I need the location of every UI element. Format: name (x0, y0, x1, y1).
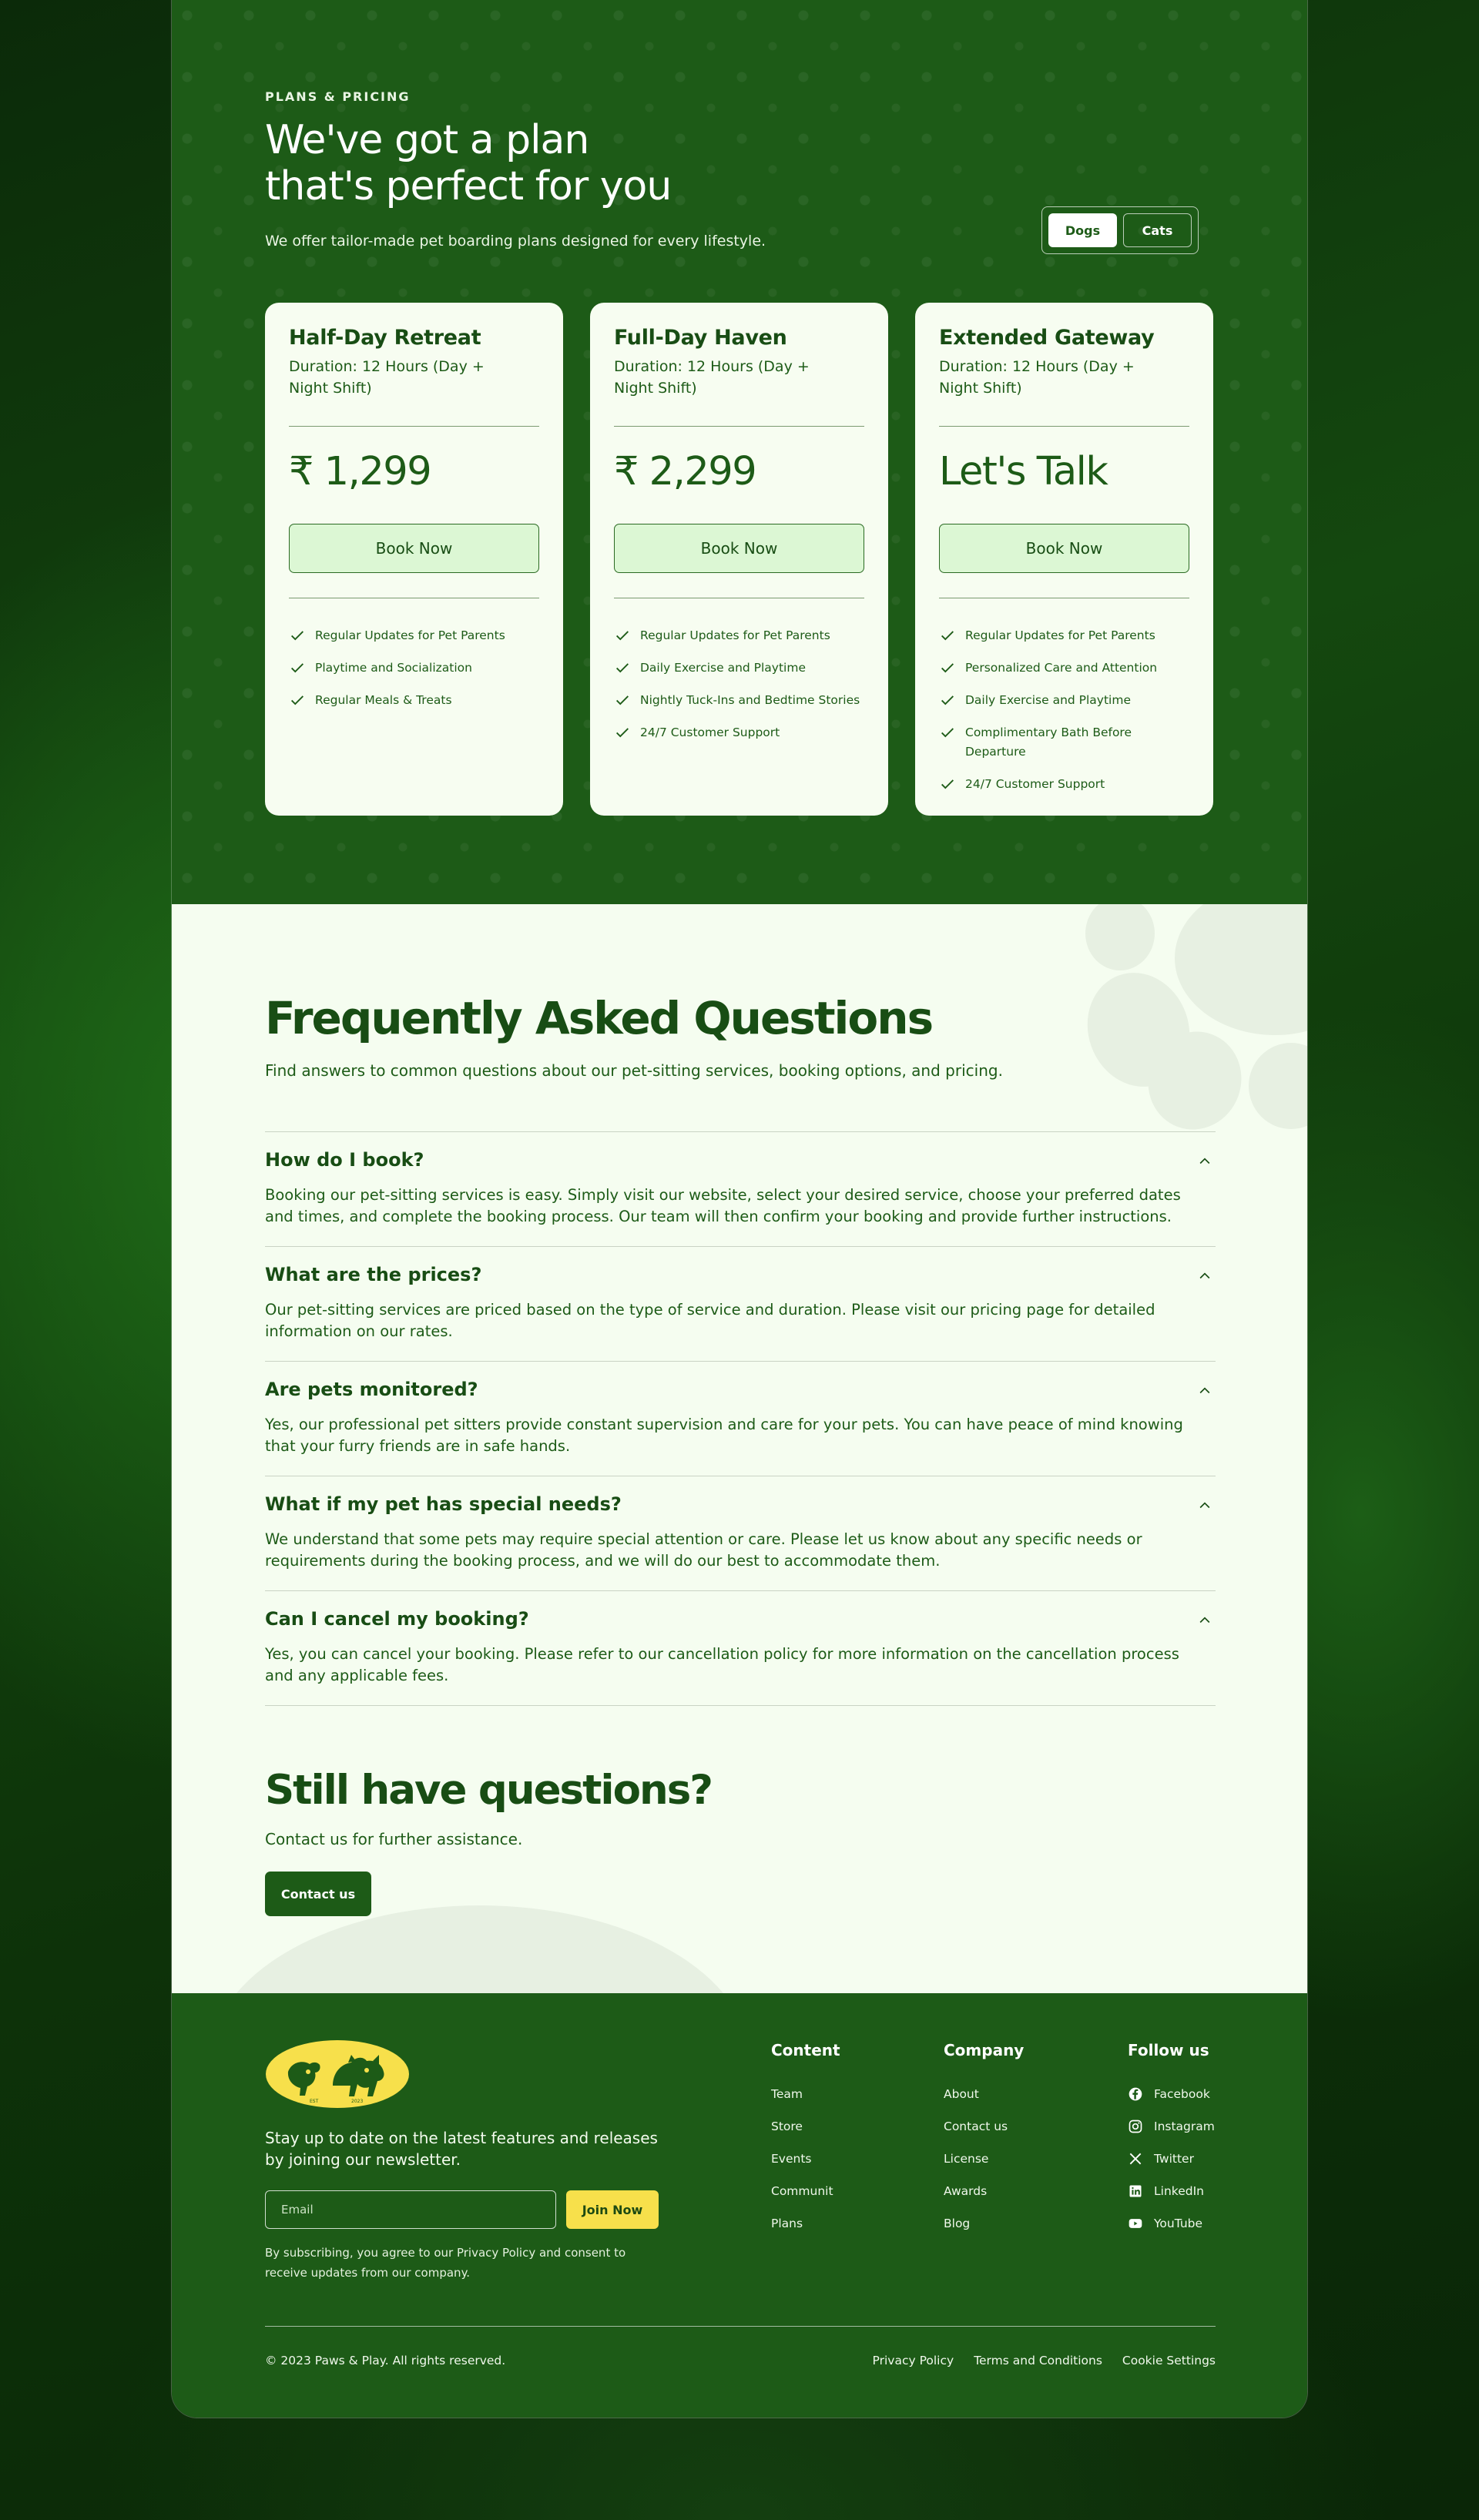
feature-text: Nightly Tuck-Ins and Bedtime Stories (640, 693, 860, 707)
divider (289, 426, 539, 427)
plan-name: Full-Day Haven (614, 326, 787, 350)
privacy-policy-link[interactable]: Privacy Policy (872, 2354, 954, 2368)
social-link-twitter[interactable] (1128, 2143, 1215, 2175)
still-questions-title: Still have questions? (265, 1767, 712, 1814)
feature-item (939, 723, 1189, 762)
faq-item[interactable] (265, 1591, 1216, 1706)
paw-decoration (1085, 904, 1155, 970)
faq-answer: Yes, our professional pet sitters provide constant supervision and care for your pets. You can have peace of mind knowing that your furry friends are in safe hands. (265, 1416, 1183, 1455)
faq-question[interactable]: How do I book? (265, 1149, 424, 1171)
plan-duration: Duration: 12 Hours (Day + Night Shift) (614, 358, 810, 397)
footer-column-title: Content (771, 2041, 840, 2059)
feature-item (614, 691, 864, 710)
pricing-eyebrow: PLANS & PRICING (265, 89, 411, 104)
plan-card-full-day (590, 303, 888, 816)
divider (939, 426, 1189, 427)
chevron-up-icon[interactable] (1197, 1498, 1212, 1513)
check-icon (939, 692, 956, 709)
social-link-facebook[interactable] (1128, 2078, 1215, 2110)
pricing-subtitle: We offer tailor-made pet boarding plans designed for every lifestyle. (265, 233, 766, 250)
footer-link-plans[interactable]: Plans (771, 2217, 803, 2230)
faq-item[interactable] (265, 1362, 1216, 1476)
terms-link[interactable]: Terms and Conditions (974, 2354, 1102, 2368)
social-label: YouTube (1154, 2217, 1203, 2230)
footer-link-blog[interactable]: Blog (944, 2217, 971, 2230)
plan-price: ₹ 2,299 (614, 449, 756, 494)
plan-card-half-day (265, 303, 563, 816)
feature-item (939, 691, 1189, 710)
feature-text: Regular Meals & Treats (315, 693, 452, 707)
faq-item[interactable] (265, 1132, 1216, 1247)
page-frame (171, 0, 1308, 2418)
footer-column-content (771, 2041, 840, 2240)
check-icon (939, 776, 956, 793)
faq-question[interactable]: Can I cancel my booking? (265, 1608, 529, 1630)
footer-link-events[interactable]: Events (771, 2152, 812, 2166)
footer-column-title: Company (944, 2041, 1025, 2059)
feature-item (939, 626, 1189, 645)
social-link-linkedin[interactable] (1128, 2175, 1215, 2207)
feature-item (289, 626, 539, 645)
copyright-text: © 2023 Paws & Play. All rights reserved. (265, 2354, 506, 2368)
toggle-dogs-button[interactable]: Dogs (1048, 213, 1117, 247)
feature-list (289, 626, 539, 723)
faq-answer: Yes, you can cancel your booking. Please refer to our cancellation policy for more information on the cancellation process and any applicable fees. (265, 1645, 1179, 1684)
faq-item[interactable] (265, 1476, 1216, 1591)
plan-price: ₹ 1,299 (289, 449, 431, 494)
feature-list (939, 626, 1189, 807)
faq-answer: Our pet-sitting services are priced based on the type of service and duration. Please visit our pricing page for detailed information on our rates. (265, 1301, 1155, 1340)
check-icon (939, 659, 956, 676)
check-icon (289, 692, 306, 709)
feature-item (614, 658, 864, 678)
feature-item (289, 691, 539, 710)
footer (172, 1993, 1308, 2418)
divider (614, 426, 864, 427)
footer-link-awards[interactable]: Awards (944, 2184, 988, 2198)
footer-link-about[interactable]: About (944, 2087, 979, 2101)
book-now-button[interactable]: Book Now (289, 524, 539, 573)
footer-column-title: Follow us (1128, 2041, 1209, 2059)
chevron-up-icon[interactable] (1197, 1383, 1212, 1399)
paws-and-play-logo[interactable] (265, 2039, 410, 2109)
feature-text: Regular Updates for Pet Parents (640, 628, 830, 642)
faq-question[interactable]: Are pets monitored? (265, 1379, 478, 1400)
newsletter-text: Stay up to date on the latest features and releases by joining our newsletter. (265, 2129, 658, 2169)
contact-us-button[interactable]: Contact us (265, 1872, 371, 1916)
feature-list (614, 626, 864, 756)
pet-type-toggle (1041, 206, 1199, 254)
still-questions-subtitle: Contact us for further assistance. (265, 1830, 523, 1848)
faq-answer: We understand that some pets may require special attention or care. Please let us know about any specific needs or requirements during the booking process, and we will do our best to accommodate them. (265, 1530, 1142, 1570)
pricing-title-line1: We've got a plan (265, 117, 589, 163)
feature-item (614, 626, 864, 645)
join-now-button[interactable]: Join Now (566, 2190, 659, 2229)
faq-item[interactable] (265, 1247, 1216, 1362)
facebook-icon (1128, 2086, 1143, 2102)
faq-list (265, 1131, 1216, 1706)
check-icon (939, 724, 956, 741)
faq-section (172, 904, 1308, 1993)
feature-text: 24/7 Customer Support (965, 777, 1105, 791)
plan-card-extended (915, 303, 1213, 816)
cookie-settings-link[interactable]: Cookie Settings (1122, 2354, 1216, 2368)
svg-text:EST: EST (310, 2099, 319, 2104)
feature-text: Personalized Care and Attention (965, 661, 1158, 675)
feature-text: Complimentary Bath Before Departure (965, 726, 1132, 759)
check-icon (939, 627, 956, 644)
footer-column-follow (1128, 2041, 1215, 2240)
social-label: Twitter (1154, 2152, 1194, 2166)
feature-text: 24/7 Customer Support (640, 726, 780, 739)
feature-text: Regular Updates for Pet Parents (965, 628, 1155, 642)
feature-text: Playtime and Socialization (315, 661, 472, 675)
chevron-up-icon[interactable] (1197, 1154, 1212, 1169)
footer-divider (265, 2326, 1216, 2327)
feature-item (289, 658, 539, 678)
faq-question[interactable]: What if my pet has special needs? (265, 1493, 622, 1515)
check-icon (614, 659, 631, 676)
feature-text: Daily Exercise and Playtime (965, 693, 1132, 707)
check-icon (614, 692, 631, 709)
faq-answer: Booking our pet-sitting services is easy. Simply visit our website, select your desired service, choose your preferred dates and times, and complete the booking process. Our team will then confirm your booking and provide further instructions. (265, 1186, 1181, 1225)
svg-text:2023: 2023 (351, 2099, 364, 2104)
linkedin-icon (1128, 2183, 1143, 2199)
feature-item (939, 775, 1189, 794)
plan-price: Let's Talk (939, 449, 1108, 494)
feature-item (939, 658, 1189, 678)
pricing-title (265, 117, 804, 209)
social-label: Facebook (1154, 2087, 1210, 2101)
x-twitter-icon (1128, 2151, 1143, 2166)
check-icon (289, 659, 306, 676)
check-icon (614, 627, 631, 644)
social-label: Instagram (1154, 2120, 1215, 2133)
footer-link-store[interactable]: Store (771, 2120, 803, 2133)
faq-title: Frequently Asked Questions (265, 992, 933, 1044)
book-now-button[interactable]: Book Now (939, 524, 1189, 573)
footer-legal-links (873, 2354, 1216, 2368)
pricing-section (172, 0, 1308, 904)
footer-link-team[interactable]: Team (771, 2087, 803, 2101)
plan-duration: Duration: 12 Hours (Day + Night Shift) (939, 358, 1135, 397)
instagram-icon (1128, 2119, 1143, 2134)
footer-link-contact[interactable]: Contact us (944, 2120, 1008, 2133)
pricing-title-line2: that's perfect for you (265, 163, 672, 209)
paw-decoration (210, 1905, 750, 1993)
paw-decoration (1175, 904, 1308, 1035)
paw-decoration (1249, 1043, 1308, 1129)
check-icon (289, 627, 306, 644)
plan-name: Half-Day Retreat (289, 326, 481, 350)
social-link-youtube[interactable] (1128, 2207, 1215, 2240)
feature-text: Regular Updates for Pet Parents (315, 628, 505, 642)
footer-link-license[interactable]: License (944, 2152, 989, 2166)
plan-name: Extended Gateway (939, 326, 1155, 350)
plan-duration: Duration: 12 Hours (Day + Night Shift) (289, 358, 485, 397)
social-label: LinkedIn (1154, 2184, 1204, 2198)
email-input[interactable] (265, 2190, 556, 2229)
youtube-icon (1128, 2216, 1143, 2231)
chevron-up-icon[interactable] (1197, 1268, 1212, 1284)
check-icon (614, 724, 631, 741)
footer-column-company (944, 2041, 1024, 2240)
toggle-cats-button[interactable]: Cats (1123, 213, 1192, 247)
faq-lead: Find answers to common questions about our pet-sitting services, booking options, and pricing. (265, 1061, 1003, 1080)
chevron-up-icon[interactable] (1197, 1613, 1212, 1628)
feature-item (614, 723, 864, 742)
footer-link-community[interactable]: Communit (771, 2184, 833, 2198)
newsletter-legal-text: By subscribing, you agree to our Privacy Policy and consent to receive updates from our company. (265, 2246, 626, 2280)
book-now-button[interactable]: Book Now (614, 524, 864, 573)
social-link-instagram[interactable] (1128, 2110, 1215, 2143)
faq-question[interactable]: What are the prices? (265, 1264, 482, 1285)
feature-text: Daily Exercise and Playtime (640, 661, 807, 675)
